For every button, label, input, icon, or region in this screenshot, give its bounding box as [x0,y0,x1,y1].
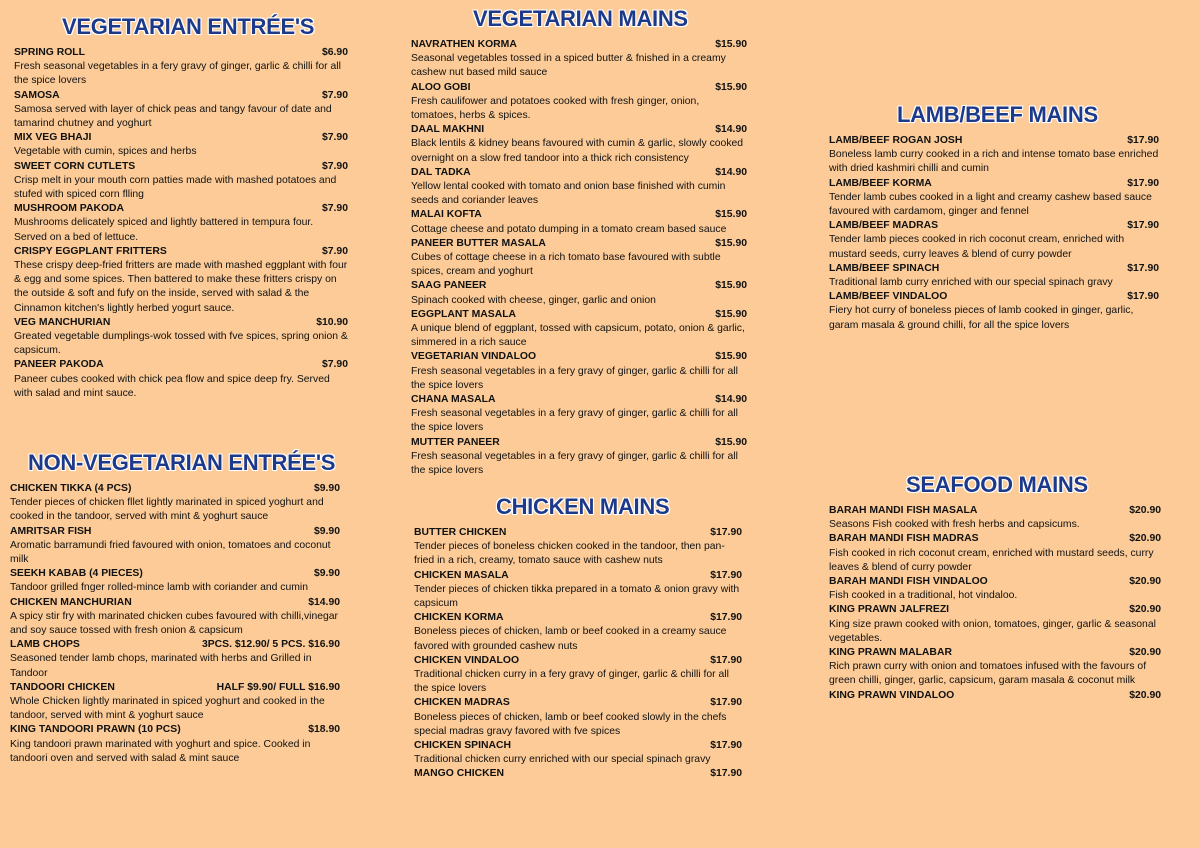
menu-item-description: Boneless pieces of chicken, lamb or beef cooked slowly in the chefs special madras gravy favored with fve spices [414,711,727,737]
menu-item-name: LAMB/BEEF MADRAS [829,220,939,232]
menu-item [829,646,1161,689]
section-title: CHICKEN MAINS [496,494,670,519]
item-list [411,38,747,478]
menu-item-price: $17.90 [710,569,742,581]
menu-item-header [14,358,348,372]
menu-item-header [411,279,747,293]
menu-item-header [829,262,1159,276]
menu-item-description: Aromatic barramundi fried favoured with onion, tomatoes and coconut milk [10,539,331,566]
menu-item-description: Yellow lental cooked with tomato and onion base finished with cumin seeds and coriander leaves [411,181,726,207]
menu-item-price: $20.90 [1129,647,1161,659]
menu-item-description: Fish cooked in rich coconut cream, enriched with mustard seeds, curry leaves & blend of curry powder [829,547,1154,573]
menu-item-price: $17.90 [710,654,742,666]
section-non-vegetarian-entrees [10,450,340,766]
item-list [14,46,348,401]
menu-item-header [10,638,340,652]
menu-item [829,262,1159,290]
menu-item-name: EGGPLANT MASALA [411,308,517,320]
section-title: SEAFOOD MAINS [906,472,1088,497]
menu-item-price: $15.90 [715,308,747,320]
menu-item-price: $15.90 [715,237,747,249]
menu-item-price: $14.90 [308,596,340,608]
menu-item-description: Cottage cheese and potato dumping in a tomato cream based sauce [411,223,727,235]
menu-item-header [411,350,747,364]
menu-item-name: LAMB CHOPS [10,639,80,651]
menu-item-price: $15.90 [715,81,747,93]
menu-item-price: $7.90 [321,203,348,215]
menu-item-name: BARAH MANDI FISH MASALA [829,505,978,516]
menu-item-price: $6.90 [321,47,348,58]
item-list [414,526,742,782]
menu-item-description: Tender pieces of boneless chicken cooked in the tandoor, then pan-fried in a rich, creamy, tomato sauce with cashew nuts [414,541,725,567]
menu-item-header [411,38,747,52]
menu-item [10,638,340,681]
menu-item-header [14,131,348,145]
menu-item-header [414,767,742,781]
menu-item [14,160,348,203]
menu-item-price: $15.90 [715,280,747,292]
menu-item [829,532,1161,575]
menu-item [411,350,747,393]
item-list [829,134,1159,333]
menu-item-header [829,646,1161,660]
menu-item-header [829,603,1161,617]
menu-item-name: KING PRAWN VINDALOO [829,689,955,701]
menu-item [414,696,742,739]
menu-item-name: SWEET CORN CUTLETS [14,160,136,172]
menu-item-header [10,567,340,581]
menu-item-price: $20.90 [1129,604,1161,616]
menu-item-description: Seasons Fish cooked with fresh herbs and capsicums. [829,519,1080,531]
menu-item-description: Boneless pieces of chicken, lamb or beef cooked in a creamy sauce favored with grounded cashew nuts [414,626,727,652]
menu-item-price: $9.90 [313,568,340,580]
menu-item [411,393,747,436]
menu-item [414,739,742,767]
menu-item-name: TANDOORI CHICKEN [10,681,115,693]
menu-item-description: King size prawn cooked with onion, tomatoes, ginger, garlic & seasonal vegetables. [829,618,1156,644]
menu-item-header [414,654,742,668]
menu-item-name: PANEER PAKODA [14,359,104,371]
menu-item [10,681,340,724]
menu-item-header [14,160,348,174]
menu-item-price: 3PCS. $12.90/ 5 PCS. $16.90 [201,639,340,651]
menu-item-description: Mushrooms delicately spiced and lightly battered in tempura four. Served on a bed of lettuce. [14,217,314,243]
menu-item-description: Whole Chicken lightly marinated in spiced yoghurt and cooked in the tandoor, served with mint & yoghurt sauce [10,696,325,722]
section-title: LAMB/BEEF MAINS [897,102,1098,127]
menu-item-description: Tender lamb cubes cooked in a light and creamy cashew based sauce favoured with cardamom, ginger and fennel [829,191,1152,218]
menu-item-price: HALF $9.90/ FULL $16.90 [216,681,340,693]
menu-item-header [414,569,742,583]
menu-item-header [411,208,747,222]
menu-item-price: $17.90 [1127,177,1159,189]
menu-item-name: DAAL MAKHNI [411,124,485,136]
menu-item-description: A unique blend of eggplant, tossed with capsicum, potato, onion & garlic, simmered in a rich sauce [411,323,745,349]
menu-item [414,654,742,697]
menu-item-price: $17.90 [710,740,742,752]
menu-item-header [411,436,747,450]
menu-item-name: SAMOSA [14,89,60,101]
menu-item-description: Greated vegetable dumplings-wok tossed with fve spices, spring onion & capsicum. [14,331,348,357]
menu-item-name: LAMB/BEEF SPINACH [829,262,940,274]
menu-item-name: MIX VEG BHAJI [14,132,92,144]
menu-item-header [14,245,348,259]
menu-item-description: Rich prawn curry with onion and tomatoes infused with the favours of green chilli, ginger, garlic, capsicum, garam masala & coconut milk [829,661,1147,687]
menu-item-header [414,739,742,753]
menu-item-price: $7.90 [321,132,348,144]
menu-item-header [829,290,1159,304]
section-title: VEGETARIAN MAINS [473,6,688,31]
menu-item [14,46,348,89]
menu-item-price: $17.90 [710,768,742,780]
section-vegetarian-entrees [14,14,348,401]
menu-item-price: $15.90 [715,351,747,363]
menu-item-price: $9.90 [313,483,340,494]
menu-item-header [829,504,1161,518]
menu-item [829,575,1161,603]
menu-item-name: LAMB/BEEF VINDALOO [829,291,948,303]
menu-item-name: SAAG PANEER [411,280,487,292]
menu-item [411,308,747,351]
section-lamb-beef-mains [829,102,1159,333]
menu-item-name: DAL TADKA [411,166,471,178]
menu-item-header [14,202,348,216]
menu-item-price: $17.90 [1127,135,1159,146]
menu-item [14,89,348,132]
menu-item [829,504,1161,532]
menu-item-name: VEG MANCHURIAN [14,316,111,328]
menu-item-header [414,526,742,540]
menu-item-name: CHICKEN VINDALOO [414,654,520,666]
menu-item-description: Spinach cooked with cheese, ginger, garlic and onion [411,294,656,306]
menu-item [414,526,742,569]
menu-item-header [411,166,747,180]
menu-item-name: BARAH MANDI FISH VINDALOO [829,576,988,588]
menu-item-name: MALAI KOFTA [411,209,482,221]
menu-item-price: $7.90 [321,245,348,257]
menu-item-description: Tandoor grilled fnger rolled-mince lamb with coriander and cumin [10,582,309,594]
menu-item-header [10,596,340,610]
menu-item-header [829,219,1159,233]
menu-item-description: Fresh seasonal vegetables in a fery gravy of ginger, garlic & chilli for all the spice lovers [411,450,738,477]
menu-item [411,237,747,280]
menu-item [411,279,747,307]
menu-item-name: CHICKEN TIKKA (4 PCS) [10,483,132,494]
menu-item [411,166,747,209]
menu-item [414,569,742,612]
menu-item-header [411,81,747,95]
menu-item-price: $14.90 [715,166,747,178]
menu-item-description: Vegetable with cumin, spices and herbs [14,146,197,158]
menu-item-header [829,575,1161,589]
menu-item-description: Black lentils & kidney beans favoured with cumin & garlic, slowly cooked overnight on a slow fred tandoor into a thick rich consistency [411,138,744,164]
menu-item [414,767,742,781]
menu-item [829,177,1159,220]
menu-item [829,134,1159,177]
menu-item-description: Seasonal vegetables tossed in a spiced butter & fnished in a creamy cashew nut based mild sauce [411,53,726,79]
menu-item-price: $20.90 [1129,689,1161,701]
menu-item-price: $15.90 [715,39,747,50]
menu-item-description: Samosa served with layer of chick peas and tangy favour of date and tamarind chutney and yoghurt [14,103,332,130]
menu-item-name: LAMB/BEEF KORMA [829,177,932,189]
menu-item-description: Traditional lamb curry enriched with our special spinach gravy [829,277,1113,289]
menu-item-description: Tender pieces of chicken fllet lightly marinated in spiced yoghurt and cooked in the tandoor, served with mint & yoghurt sauce [10,497,324,523]
menu-item-price: $20.90 [1129,505,1161,516]
menu-item-name: BUTTER CHICKEN [414,527,507,538]
menu-item [14,316,348,359]
menu-item-name: SPRING ROLL [14,47,86,58]
menu-item [10,525,340,568]
menu-item-name: MUSHROOM PAKODA [14,203,125,215]
menu-item-header [411,123,747,137]
menu-item-description: Crisp melt in your mouth corn patties made with mashed potatoes and stufed with spiced corn flling [14,174,337,201]
menu-item-name: KING PRAWN JALFREZI [829,604,950,616]
menu-item [10,482,340,525]
section-vegetarian-mains [411,6,747,478]
menu-item-price: $17.90 [1127,262,1159,274]
menu-item [829,290,1159,333]
menu-item-name: ALOO GOBI [411,81,471,93]
menu-item-header [10,723,340,737]
menu-item-name: KING PRAWN MALABAR [829,647,952,659]
menu-item-description: King tandoori prawn marinated with yoghurt and spice. Cooked in tandoori oven and served with salad & mint sauce [10,738,311,764]
menu-item-price: $17.90 [710,697,742,709]
menu-item-price: $17.90 [710,612,742,624]
menu-item-price: $7.90 [321,160,348,172]
item-list [829,504,1161,703]
menu-item [411,123,747,166]
menu-item [14,131,348,159]
menu-item-header [14,89,348,103]
menu-item [411,436,747,479]
menu-item-header [14,316,348,330]
menu-item-description: Paneer cubes cooked with chick pea flow and spice deep fry. Served with salad and mint sauce. [14,373,330,399]
menu-item-header [10,681,340,695]
menu-item-name: CRISPY EGGPLANT FRITTERS [14,245,167,257]
menu-item-name: CHANA MASALA [411,394,496,406]
menu-item-header [829,532,1161,546]
menu-item-price: $7.90 [321,359,348,371]
menu-item-price: $9.90 [313,525,340,537]
menu-item-header [829,689,1161,703]
menu-item-header [414,611,742,625]
menu-item [414,611,742,654]
menu-item-name: MANGO CHICKEN [414,768,505,780]
menu-item-name: KING TANDOORI PRAWN (10 PCS) [10,724,181,736]
menu-item-header [829,134,1159,148]
menu-item [14,202,348,245]
menu-item-description: Cubes of cottage cheese in a rich tomato base favoured with subtle spices, cream and yoghurt [411,252,721,278]
menu-item-name: MUTTER PANEER [411,436,500,448]
menu-item-price: $17.90 [1127,291,1159,303]
menu-item-price: $20.90 [1129,576,1161,588]
menu-item-name: CHICKEN MANCHURIAN [10,596,132,608]
menu-item-name: PANEER BUTTER MASALA [411,237,546,249]
menu-item-header [10,525,340,539]
menu-item-header [411,308,747,322]
menu-item-price: $18.90 [308,724,340,736]
menu-item-price: $17.90 [1127,220,1159,232]
menu-item-price: $14.90 [715,124,747,136]
menu-item-description: Traditional chicken curry enriched with our special spinach gravy [414,754,711,766]
menu-item [14,245,348,316]
menu-item [829,603,1161,646]
item-list [10,482,340,766]
section-title: NON-VEGETARIAN ENTRÉE'S [28,450,336,475]
menu-item [10,596,340,639]
menu-item-description: Fresh caulifower and potatoes cooked with fresh ginger, onion, tomatoes, herbs & spices. [411,95,700,122]
menu-item-description: Tender lamb pieces cooked in rich coconut cream, enriched with mustard seeds, curry leaves & blend of curry powder [829,234,1125,260]
menu-item-name: CHICKEN MASALA [414,569,509,581]
menu-item-price: $7.90 [321,89,348,101]
menu-item-header [10,482,340,496]
menu-item-name: SEEKH KABAB (4 PIECES) [10,568,143,580]
menu-item-description: Fish cooked in a traditional, hot vindaloo. [829,590,1018,602]
menu-item [829,689,1161,703]
menu-item-header [829,177,1159,191]
menu-item-price: $15.90 [715,209,747,221]
menu-item [10,723,340,766]
menu-item-header [14,46,348,60]
menu-item-price: $17.90 [710,527,742,538]
menu-item-description: Fiery hot curry of boneless pieces of lamb cooked in ginger, garlic, garam masala & ground chilli, for all the spice lovers [829,305,1134,331]
menu-item-header [411,393,747,407]
section-title: VEGETARIAN ENTRÉE'S [62,14,315,39]
menu-item-name: CHICKEN SPINACH [414,740,511,752]
menu-item-header [411,237,747,251]
menu-item-name: AMRITSAR FISH [10,525,92,537]
menu-item-description: Tender pieces of chicken tikka prepared in a tomato & onion gravy with capsicum [414,583,740,610]
menu-item-name: CHICKEN MADRAS [414,697,510,709]
menu-item [14,358,348,401]
menu-item-description: Fresh seasonal vegetables in a fery gravy of ginger, garlic & chilli for all the spice lovers [14,61,341,87]
menu-item-description: A spicy stir fry with marinated chicken cubes favoured with chilli,vinegar and soy sauce tossed with fresh onion & capsicum [10,610,339,637]
menu-item-price: $10.90 [316,316,348,328]
section-seafood-mains [829,472,1161,703]
menu-item-name: VEGETARIAN VINDALOO [411,351,537,363]
menu-item-description: Fresh seasonal vegetables in a fery gravy of ginger, garlic & chilli for all the spice lovers [411,408,738,434]
menu-item-price: $15.90 [715,436,747,448]
menu-item [411,81,747,124]
menu-item-description: These crispy deep-fried fritters are made with mashed eggplant with four & egg and some spices. Then battered to make these fritters crispy on the outside & soft and fufy on the inside, served with salad & the Cinnamon kitchen's lightly herbed yogurt sauce. [14,260,348,314]
menu-item-description: Traditional chicken curry in a fery gravy of ginger, garlic & chilli for all the spice lovers [414,669,729,695]
menu-item [411,208,747,236]
menu-item-description: Seasoned tender lamb chops, marinated with herbs and Grilled in Tandoor [10,653,312,679]
menu-item-description: Fresh seasonal vegetables in a fery gravy of ginger, garlic & chilli for all the spice lovers [411,365,738,391]
menu-item-price: $14.90 [715,394,747,406]
menu-item-header [414,696,742,710]
section-chicken-mains [414,494,742,782]
menu-item-name: CHICKEN KORMA [414,612,504,624]
menu-item-name: LAMB/BEEF ROGAN JOSH [829,135,963,146]
menu-item-name: BARAH MANDI FISH MADRAS [829,533,979,545]
menu-item [10,567,340,595]
menu-item-price: $20.90 [1129,533,1161,545]
menu-item [829,219,1159,262]
menu-item-name: NAVRATHEN KORMA [411,39,517,50]
menu-item-description: Boneless lamb curry cooked in a rich and intense tomato base enriched with dried kashmiri chilli and cumin [829,149,1159,175]
menu-item [411,38,747,81]
